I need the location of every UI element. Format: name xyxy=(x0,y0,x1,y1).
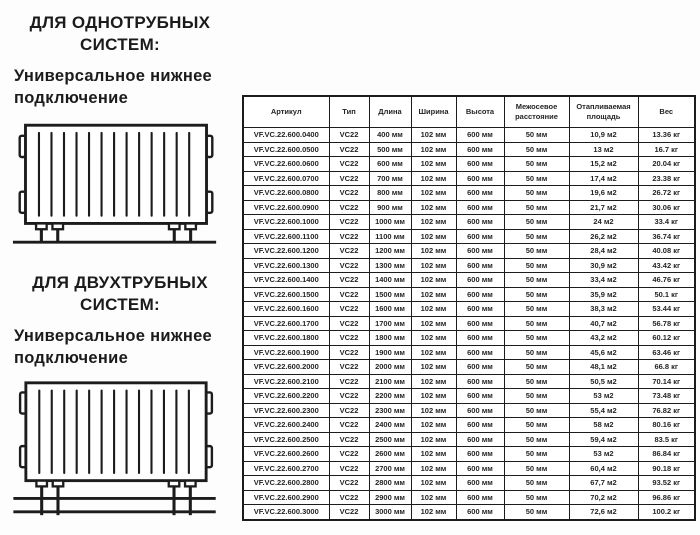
table-cell: VF.VC.22.600.1800 xyxy=(243,331,329,346)
table-cell: 102 мм xyxy=(411,229,456,244)
table-cell: 35,9 м2 xyxy=(569,287,638,302)
table-cell: 102 мм xyxy=(411,345,456,360)
table-cell: 400 мм xyxy=(369,128,411,143)
table-cell: 102 мм xyxy=(411,505,456,520)
table-cell: VC22 xyxy=(329,287,369,302)
table-row xyxy=(243,447,695,462)
table-row xyxy=(243,461,695,476)
table-row xyxy=(243,331,695,346)
table-cell: VF.VC.22.600.2700 xyxy=(243,461,329,476)
table-cell: VF.VC.22.600.3000 xyxy=(243,505,329,520)
table-cell: 102 мм xyxy=(411,461,456,476)
table-cell: 50 мм xyxy=(504,258,569,273)
table-cell: VC22 xyxy=(329,447,369,462)
table-cell: 50 мм xyxy=(504,345,569,360)
table-cell: 2800 мм xyxy=(369,476,411,491)
table-cell: 1800 мм xyxy=(369,331,411,346)
table-cell: 24 м2 xyxy=(569,215,638,230)
table-cell: 700 мм xyxy=(369,171,411,186)
table-cell: VF.VC.22.600.2900 xyxy=(243,490,329,505)
table-cell: 102 мм xyxy=(411,128,456,143)
table-cell: 50 мм xyxy=(504,273,569,288)
table-cell: 2300 мм xyxy=(369,403,411,418)
table-cell: 26.72 кг xyxy=(638,186,695,201)
table-cell: 600 мм xyxy=(456,360,504,375)
table-cell: 43.42 кг xyxy=(638,258,695,273)
table-cell: 800 мм xyxy=(369,186,411,201)
table-cell: VC22 xyxy=(329,171,369,186)
table-cell: 102 мм xyxy=(411,418,456,433)
table-cell: 80.16 кг xyxy=(638,418,695,433)
table-cell: 102 мм xyxy=(411,490,456,505)
table-cell: 600 мм xyxy=(456,215,504,230)
table-row xyxy=(243,273,695,288)
table-cell: VF.VC.22.600.2400 xyxy=(243,418,329,433)
table-cell: 500 мм xyxy=(369,142,411,157)
table-cell: VC22 xyxy=(329,403,369,418)
table-cell: 600 мм xyxy=(456,229,504,244)
table-cell: VF.VC.22.600.0900 xyxy=(243,200,329,215)
table-cell: 600 мм xyxy=(456,432,504,447)
table-cell: 102 мм xyxy=(411,360,456,375)
table-row xyxy=(243,389,695,404)
table-cell: 53.44 кг xyxy=(638,302,695,317)
table-cell: 600 мм xyxy=(456,142,504,157)
radiator-two-pipe-icon xyxy=(12,379,220,519)
table-row xyxy=(243,360,695,375)
table-cell: VC22 xyxy=(329,302,369,317)
table-cell: VF.VC.22.600.2500 xyxy=(243,432,329,447)
table-cell: 50 мм xyxy=(504,331,569,346)
table-cell: 600 мм xyxy=(456,331,504,346)
table-cell: 900 мм xyxy=(369,200,411,215)
column-header: Тип xyxy=(329,96,369,128)
table-cell: VF.VC.22.600.1600 xyxy=(243,302,329,317)
table-cell: 50 мм xyxy=(504,244,569,259)
table-cell: 1400 мм xyxy=(369,273,411,288)
table-cell: 2000 мм xyxy=(369,360,411,375)
two-pipe-subtitle: Универсальное нижнее подключение xyxy=(14,326,213,367)
spec-table-head xyxy=(243,96,695,128)
table-cell: VC22 xyxy=(329,490,369,505)
two-pipe-section xyxy=(12,272,238,520)
table-cell: 50 мм xyxy=(504,186,569,201)
table-cell: 50 мм xyxy=(504,171,569,186)
table-cell: 1300 мм xyxy=(369,258,411,273)
table-cell: 600 мм xyxy=(456,505,504,520)
table-cell: VF.VC.22.600.2200 xyxy=(243,389,329,404)
table-cell: 50 мм xyxy=(504,432,569,447)
table-cell: 60.12 кг xyxy=(638,331,695,346)
table-cell: 30,9 м2 xyxy=(569,258,638,273)
table-cell: 50 мм xyxy=(504,447,569,462)
table-cell: 600 мм xyxy=(369,157,411,172)
table-cell: VC22 xyxy=(329,331,369,346)
table-cell: 102 мм xyxy=(411,331,456,346)
table-cell: 40.08 кг xyxy=(638,244,695,259)
table-cell: 50 мм xyxy=(504,157,569,172)
table-cell: 56.78 кг xyxy=(638,316,695,331)
table-cell: 70,2 м2 xyxy=(569,490,638,505)
column-header: Ширина xyxy=(411,96,456,128)
table-cell: 600 мм xyxy=(456,287,504,302)
table-cell: 60,4 м2 xyxy=(569,461,638,476)
table-cell: 102 мм xyxy=(411,447,456,462)
table-cell: 600 мм xyxy=(456,128,504,143)
table-cell: 102 мм xyxy=(411,244,456,259)
table-cell: 20.04 кг xyxy=(638,157,695,172)
table-row xyxy=(243,505,695,520)
table-cell: VC22 xyxy=(329,258,369,273)
spec-table-body xyxy=(243,128,695,520)
table-cell: VF.VC.22.600.1700 xyxy=(243,316,329,331)
table-row xyxy=(243,490,695,505)
table-cell: 83.5 кг xyxy=(638,432,695,447)
table-row xyxy=(243,476,695,491)
table-cell: VC22 xyxy=(329,389,369,404)
table-cell: 1000 мм xyxy=(369,215,411,230)
table-cell: 600 мм xyxy=(456,490,504,505)
column-header: Отапливаемая площадь xyxy=(569,96,638,128)
table-row xyxy=(243,316,695,331)
table-cell: 30.06 кг xyxy=(638,200,695,215)
table-cell: 102 мм xyxy=(411,374,456,389)
table-cell: 53 м2 xyxy=(569,389,638,404)
table-cell: 102 мм xyxy=(411,186,456,201)
table-row xyxy=(243,403,695,418)
table-cell: 50 мм xyxy=(504,389,569,404)
table-cell: 21,7 м2 xyxy=(569,200,638,215)
left-panel xyxy=(0,0,238,535)
table-cell: 50 мм xyxy=(504,316,569,331)
table-cell: VC22 xyxy=(329,200,369,215)
table-cell: 50 мм xyxy=(504,200,569,215)
table-row xyxy=(243,287,695,302)
table-cell: VF.VC.22.600.2100 xyxy=(243,374,329,389)
spec-table-area xyxy=(242,95,694,521)
table-cell: 600 мм xyxy=(456,244,504,259)
single-pipe-section xyxy=(12,12,238,246)
table-cell: 50 мм xyxy=(504,215,569,230)
table-cell: 28,4 м2 xyxy=(569,244,638,259)
table-cell: 13.36 кг xyxy=(638,128,695,143)
table-cell: 38,3 м2 xyxy=(569,302,638,317)
table-cell: 50 мм xyxy=(504,229,569,244)
table-cell: 600 мм xyxy=(456,157,504,172)
table-cell: 17,4 м2 xyxy=(569,171,638,186)
table-cell: 50 мм xyxy=(504,490,569,505)
table-cell: VF.VC.22.600.0500 xyxy=(243,142,329,157)
table-cell: VF.VC.22.600.0800 xyxy=(243,186,329,201)
table-cell: 67,7 м2 xyxy=(569,476,638,491)
table-cell: VF.VC.22.600.1400 xyxy=(243,273,329,288)
table-cell: 102 мм xyxy=(411,432,456,447)
table-cell: 46.76 кг xyxy=(638,273,695,288)
table-cell: 50 мм xyxy=(504,374,569,389)
table-cell: 50 мм xyxy=(504,476,569,491)
table-cell: 2900 мм xyxy=(369,490,411,505)
table-cell: VF.VC.22.600.2300 xyxy=(243,403,329,418)
radiator-spec-table xyxy=(242,95,696,521)
table-cell: VF.VC.22.600.2000 xyxy=(243,360,329,375)
table-cell: 48,1 м2 xyxy=(569,360,638,375)
table-cell: 50 мм xyxy=(504,360,569,375)
table-cell: 600 мм xyxy=(456,461,504,476)
table-cell: 53 м2 xyxy=(569,447,638,462)
table-row xyxy=(243,171,695,186)
table-cell: 102 мм xyxy=(411,403,456,418)
table-cell: 102 мм xyxy=(411,215,456,230)
table-cell: 600 мм xyxy=(456,476,504,491)
table-cell: 600 мм xyxy=(456,316,504,331)
table-cell: 55,4 м2 xyxy=(569,403,638,418)
table-cell: 102 мм xyxy=(411,316,456,331)
column-header: Межосевое расстояние xyxy=(504,96,569,128)
table-cell: 600 мм xyxy=(456,200,504,215)
table-cell: 50 мм xyxy=(504,505,569,520)
table-cell: 600 мм xyxy=(456,273,504,288)
table-cell: VC22 xyxy=(329,215,369,230)
table-cell: 93.52 кг xyxy=(638,476,695,491)
table-row xyxy=(243,200,695,215)
table-cell: 1200 мм xyxy=(369,244,411,259)
table-cell: 600 мм xyxy=(456,374,504,389)
table-row xyxy=(243,229,695,244)
table-cell: 36.74 кг xyxy=(638,229,695,244)
table-cell: VC22 xyxy=(329,360,369,375)
table-cell: VF.VC.22.600.1000 xyxy=(243,215,329,230)
table-cell: 2200 мм xyxy=(369,389,411,404)
table-cell: VC22 xyxy=(329,345,369,360)
table-cell: VC22 xyxy=(329,273,369,288)
table-cell: VF.VC.22.600.0400 xyxy=(243,128,329,143)
table-cell: 600 мм xyxy=(456,302,504,317)
table-cell: 102 мм xyxy=(411,273,456,288)
single-pipe-subtitle: Универсальное нижнее подключение xyxy=(14,67,213,107)
table-cell: 600 мм xyxy=(456,345,504,360)
table-cell: VF.VC.22.600.1100 xyxy=(243,229,329,244)
table-cell: VC22 xyxy=(329,476,369,491)
table-cell: 33,4 м2 xyxy=(569,273,638,288)
table-cell: 2100 мм xyxy=(369,374,411,389)
table-cell: 50 мм xyxy=(504,142,569,157)
table-cell: 43,2 м2 xyxy=(569,331,638,346)
table-cell: 600 мм xyxy=(456,447,504,462)
column-header: Артикул xyxy=(243,96,329,128)
table-cell: 50 мм xyxy=(504,403,569,418)
table-cell: VC22 xyxy=(329,229,369,244)
table-cell: VC22 xyxy=(329,244,369,259)
table-cell: 33.4 кг xyxy=(638,215,695,230)
table-row xyxy=(243,345,695,360)
table-cell: 50 мм xyxy=(504,418,569,433)
table-cell: 50 мм xyxy=(504,461,569,476)
table-cell: 2600 мм xyxy=(369,447,411,462)
table-row xyxy=(243,258,695,273)
table-row xyxy=(243,302,695,317)
table-row xyxy=(243,157,695,172)
table-cell: 102 мм xyxy=(411,157,456,172)
table-cell: 102 мм xyxy=(411,142,456,157)
table-cell: 70.14 кг xyxy=(638,374,695,389)
table-cell: 2700 мм xyxy=(369,461,411,476)
table-cell: 600 мм xyxy=(456,186,504,201)
table-cell: VF.VC.22.600.2600 xyxy=(243,447,329,462)
table-cell: 2500 мм xyxy=(369,432,411,447)
table-cell: 600 мм xyxy=(456,389,504,404)
table-cell: VC22 xyxy=(329,418,369,433)
table-cell: 40,7 м2 xyxy=(569,316,638,331)
table-cell: VC22 xyxy=(329,142,369,157)
table-cell: 59,4 м2 xyxy=(569,432,638,447)
table-cell: 102 мм xyxy=(411,287,456,302)
table-cell: 600 мм xyxy=(456,418,504,433)
table-cell: VC22 xyxy=(329,505,369,520)
table-row xyxy=(243,186,695,201)
table-cell: 50,5 м2 xyxy=(569,374,638,389)
table-cell: 1100 мм xyxy=(369,229,411,244)
table-cell: VF.VC.22.600.1500 xyxy=(243,287,329,302)
table-cell: 3000 мм xyxy=(369,505,411,520)
table-cell: 96.86 кг xyxy=(638,490,695,505)
table-cell: 2400 мм xyxy=(369,418,411,433)
table-cell: 72,6 м2 xyxy=(569,505,638,520)
column-header: Высота xyxy=(456,96,504,128)
table-cell: 50 мм xyxy=(504,128,569,143)
table-cell: 19,6 м2 xyxy=(569,186,638,201)
table-row xyxy=(243,128,695,143)
two-pipe-heading: ДЛЯ ДВУХТРУБНЫХ СИСТЕМ: xyxy=(32,272,208,314)
table-cell: 1600 мм xyxy=(369,302,411,317)
table-cell: VC22 xyxy=(329,186,369,201)
table-cell: 600 мм xyxy=(456,171,504,186)
column-header: Длина xyxy=(369,96,411,128)
table-cell: VF.VC.22.600.1300 xyxy=(243,258,329,273)
table-row xyxy=(243,374,695,389)
table-cell: VF.VC.22.600.0600 xyxy=(243,157,329,172)
table-cell: 1900 мм xyxy=(369,345,411,360)
table-cell: 102 мм xyxy=(411,389,456,404)
table-cell: 50 мм xyxy=(504,287,569,302)
table-cell: 102 мм xyxy=(411,476,456,491)
table-row xyxy=(243,418,695,433)
table-cell: 73.48 кг xyxy=(638,389,695,404)
table-cell: VC22 xyxy=(329,461,369,476)
table-cell: 86.84 кг xyxy=(638,447,695,462)
table-cell: 16.7 кг xyxy=(638,142,695,157)
table-cell: VC22 xyxy=(329,374,369,389)
table-cell: 1500 мм xyxy=(369,287,411,302)
table-cell: VF.VC.22.600.1900 xyxy=(243,345,329,360)
table-cell: 50.1 кг xyxy=(638,287,695,302)
table-cell: 50 мм xyxy=(504,302,569,317)
table-cell: 102 мм xyxy=(411,302,456,317)
table-cell: 45,6 м2 xyxy=(569,345,638,360)
table-cell: 13 м2 xyxy=(569,142,638,157)
table-cell: 600 мм xyxy=(456,258,504,273)
table-cell: 90.18 кг xyxy=(638,461,695,476)
table-cell: 26,2 м2 xyxy=(569,229,638,244)
table-cell: 600 мм xyxy=(456,403,504,418)
table-cell: VC22 xyxy=(329,128,369,143)
table-row xyxy=(243,142,695,157)
table-cell: VF.VC.22.600.2800 xyxy=(243,476,329,491)
table-cell: 102 мм xyxy=(411,171,456,186)
table-cell: VF.VC.22.600.0700 xyxy=(243,171,329,186)
table-row xyxy=(243,244,695,259)
table-row xyxy=(243,432,695,447)
table-cell: 66.8 кг xyxy=(638,360,695,375)
table-cell: VC22 xyxy=(329,157,369,172)
column-header: Вес xyxy=(638,96,695,128)
table-cell: 23.38 кг xyxy=(638,171,695,186)
table-cell: 76.82 кг xyxy=(638,403,695,418)
table-cell: 15,2 м2 xyxy=(569,157,638,172)
single-pipe-heading: ДЛЯ ОДНОТРУБНЫХ СИСТЕМ: xyxy=(29,13,211,55)
table-cell: 58 м2 xyxy=(569,418,638,433)
table-cell: 10,9 м2 xyxy=(569,128,638,143)
table-cell: VC22 xyxy=(329,432,369,447)
table-cell: 1700 мм xyxy=(369,316,411,331)
table-row xyxy=(243,215,695,230)
table-cell: 102 мм xyxy=(411,258,456,273)
table-cell: VF.VC.22.600.1200 xyxy=(243,244,329,259)
radiator-single-pipe-icon xyxy=(12,120,220,246)
table-cell: 63.46 кг xyxy=(638,345,695,360)
table-cell: 102 мм xyxy=(411,200,456,215)
table-cell: VC22 xyxy=(329,316,369,331)
table-cell: 100.2 кг xyxy=(638,505,695,520)
header-row xyxy=(243,96,695,128)
